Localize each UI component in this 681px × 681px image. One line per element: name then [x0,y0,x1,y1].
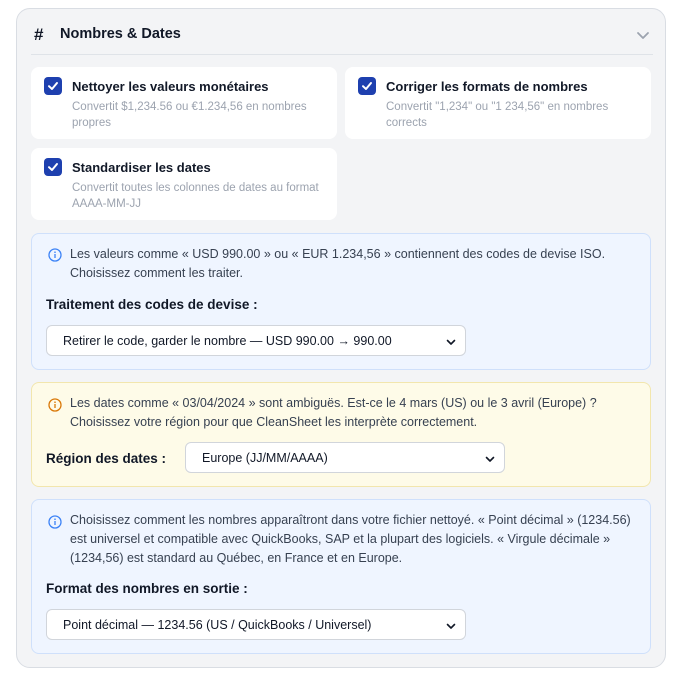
currency-field-label: Traitement des codes de devise : [46,297,258,312]
currency-info-text: Les valeurs comme « USD 990.00 » ou « EUR 1.234,56 » contiennent des codes de devise ISO. Choisissez comment les traiter. [70,247,606,280]
chevron-down-icon[interactable] [635,27,651,43]
option-title: Corriger les formats de nombres [386,79,588,94]
option-standardize-dates[interactable] [31,148,337,220]
info-icon [48,515,62,529]
option-title: Standardiser les dates [72,160,211,175]
chevron-down-icon [484,453,496,465]
currency-select-value: Retirer le code, garder le nombre — USD 990.00 → 990.00 [63,334,392,348]
numbers-dates-panel [16,8,666,668]
option-description: Convertit $1,234.56 ou €1.234,56 en nombres propres [72,101,307,129]
date-region-info-box [31,382,651,487]
section-title: Nombres & Dates [60,26,181,42]
number-format-select-value: Point décimal — 1234.56 (US / QuickBooks / Universel) [63,618,372,632]
option-clean-currency[interactable] [31,67,337,139]
currency-select[interactable] [46,325,466,356]
option-title: Nettoyer les valeurs monétaires [72,79,269,94]
check-icon [47,161,59,173]
info-icon [48,398,62,412]
number-format-select[interactable] [46,609,466,640]
chevron-down-icon [445,336,457,348]
info-icon [48,248,62,262]
date-region-select[interactable] [185,442,505,473]
check-icon [361,80,373,92]
currency-info-box [31,233,651,370]
option-description: Convertit "1,234" ou "1 234,56" en nombres corrects [386,101,609,129]
option-description: Convertit toutes les colonnes de dates au format AAAA-MM-JJ [72,182,319,210]
hash-icon: # [34,25,44,44]
number-format-info-text: Choisissez comment les nombres apparaîtront dans votre fichier nettoyé. « Point décimal » (1234.56) est universel et compatible avec QuickBooks, SAP et la plupart des logiciels. « Virgule décimale » (1234,56) est standard au Québec, en France et en Europe. [70,513,631,565]
chevron-down-icon [445,620,457,632]
date-region-select-value: Europe (JJ/MM/AAAA) [202,451,328,465]
check-icon [47,80,59,92]
option-fix-number-formats[interactable] [345,67,651,139]
standardize-dates-checkbox[interactable] [44,158,62,176]
clean-currency-checkbox[interactable] [44,77,62,95]
fix-number-formats-checkbox[interactable] [358,77,376,95]
number-format-info-box [31,499,651,654]
section-header[interactable] [31,21,653,55]
date-region-label: Région des dates : [46,451,167,466]
date-region-info-text: Les dates comme « 03/04/2024 » sont ambiguës. Est-ce le 4 mars (US) ou le 3 avril (Europe) ? Choisissez votre région pour que CleanSheet les interprète correctement. [70,396,597,429]
number-format-label: Format des nombres en sortie : [46,581,248,596]
